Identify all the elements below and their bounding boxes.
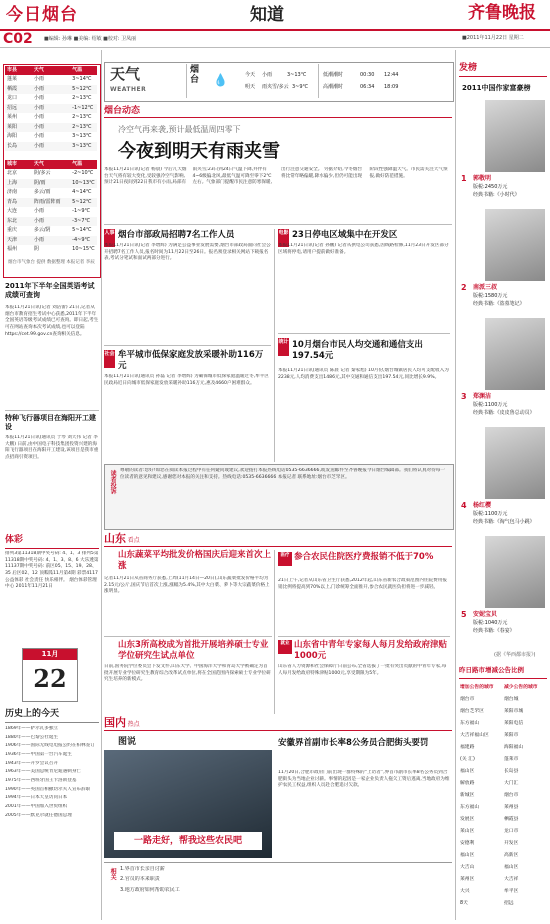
fashion-list (459, 96, 547, 641)
table-row (5, 179, 97, 189)
low-tide-label: 低潮潮时 (323, 72, 344, 78)
author-name: 安妮宝贝 (473, 611, 498, 618)
story2-tag: 人事 (104, 229, 115, 247)
shandong-story3-body: 21日上午,记者从山东省卫生厅获悉,2012年起,山东省新农合政策范围内住院费用报销比例将提高到70%以上,门诊统筹全面推开,参合农民就医负担将进一步减轻。 (278, 578, 447, 590)
traffic-increase-item: 莱山区 (460, 829, 475, 834)
traffic-increase-item: 大兴 (460, 889, 470, 894)
table-cell: 长岛 (7, 142, 18, 149)
fashion-header (459, 62, 547, 77)
table-cell: 栖霞 (7, 85, 18, 92)
shandong-story2-body: 日前,国务院学位委员会下发文件,山东大学、中国海洋大学和青岛大学被确定为首批开展专业学位研究生教育综合改革试点单位,将在全国范围内探索硕士专业学位研究生培养的新模式。 (104, 664, 271, 683)
table-cell: 小雨 (33, 85, 44, 92)
table-cell: 4~14℃ (72, 189, 92, 195)
traffic-decrease-item: 海阳福山 (504, 745, 524, 750)
table-header-cell: 市县 (7, 67, 18, 73)
traffic-increase-item: 烟台市 (460, 697, 475, 702)
shandong-story4-body: 山东省人力资源和社会保障厅日前公布,全省选拔了一批有突出贡献的中青年专家,每人每月发给政府特殊津贴1000元,享受期限为5年。 (278, 664, 447, 676)
lottery-title: 体彩 (5, 535, 24, 545)
table-header-cell: 天气 (33, 67, 44, 73)
story4-tag: 统计 (278, 338, 289, 356)
traffic-increase-item: 解放路 (460, 781, 475, 786)
table-cell: 2~13℃ (72, 95, 92, 101)
table-cell: 小雨 (33, 142, 44, 149)
table-cell: 5~14℃ (72, 227, 92, 233)
traffic-decrease-item: 开发区 (504, 841, 519, 846)
table-cell: 多云/雨 (33, 189, 51, 195)
table-row (5, 123, 97, 133)
traffic-decrease-item: 大吉祥 (504, 877, 519, 882)
figure-label: 图说 (118, 737, 137, 747)
traffic-decrease-item: 减少公告的城市 (504, 685, 538, 690)
guonei-sidebar-list (120, 866, 440, 897)
county-weather-table (5, 66, 97, 151)
table-cell: 小雨 (33, 123, 44, 130)
column-divider-2 (455, 50, 456, 920)
table-header-cell: 城市 (7, 161, 18, 167)
traffic-increase-item: 增加公告的城市 (460, 685, 494, 690)
table-cell: 福州 (7, 246, 18, 252)
table-cell: 阴/多云 (33, 170, 51, 176)
main-body-2: 另据介绍,今冬烟台将比常年略偏暖,降水偏少,但仍可能出现阶段性强降温天气。市民需关注天气预报,做好防范措施。 (281, 167, 448, 179)
traffic-decrease-item: 长岛县 (504, 769, 519, 774)
ranking-entry (459, 205, 547, 314)
table-header-cell: 天气 (33, 161, 44, 167)
issue-date: ■2011年11月22日 星期二 (462, 35, 524, 41)
city-weather-table (5, 160, 97, 255)
table-cell: 济南 (7, 189, 18, 195)
traffic-decrease-item: 招远 (504, 901, 514, 906)
lottery-body: 排列3第11318期中奖号码: 4、1、3 排列5第11318期中奖号码: 4、1、3、8、6 大乐透第11137期中奖号码: 前区05、15、19、28、35 后区02、12 顶呱呱11月第4期 彩票4117 公益体彩 社会责任 快乐相伴。 烟台体彩管理中心 2011年11月21日 (5, 551, 99, 590)
weather-big-label: 天气 (110, 65, 141, 83)
table-cell: 2~13℃ (72, 123, 92, 130)
lottery-header (5, 534, 99, 549)
table-cell: 阴 (33, 246, 39, 252)
history-item: 2005年——默克尔就任德国总理 (5, 812, 72, 818)
history-list (5, 726, 99, 821)
author-portrait (485, 536, 545, 608)
table-cell: 小雨 (33, 76, 44, 82)
weather-city: 烟台 (190, 65, 200, 85)
story5-body: 本报11月21日讯(通讯员 孙磊 记者 李增辉) 为确保城市低保家庭温暖过冬,牟平区民政局近日向城市低保家庭发放采暖补助116万元,惠及4660户困难群众。 (104, 374, 269, 386)
weather-tomorrow-temp: 3~9℃ (292, 84, 309, 90)
shandong-header (104, 532, 452, 547)
classic-work: 经典书籍:《春宴》 (473, 628, 515, 634)
main-section-tag (104, 105, 140, 117)
traffic-title: 昨日路市增减公告比例 (459, 666, 524, 674)
author-name: 杨红樱 (473, 502, 492, 509)
history-item: 1975年——西班牙国王卡洛斯登基 (5, 777, 77, 783)
left-divider (5, 410, 99, 411)
table-header-row (5, 66, 97, 75)
shandong-rule (104, 636, 272, 637)
guonei-header (104, 716, 452, 731)
ranking-entry (459, 423, 547, 532)
notice-body: 尊敬的读者:您好!如您在阅读本报过程中有任何疑问或建议,欢迎拨打本报热线电话0535-6636666,或发送邮件至齐鲁晚报今日烟台编辑部。我们将认真对待每一位读者的意见和建议,感谢您对本报的关注和支持。热线电话:0535-6636666 本报记者 联系地址:烟台市芝罘区。 (120, 468, 445, 480)
table-cell: 5~12℃ (72, 85, 92, 92)
table-cell: 小雨 (33, 133, 44, 139)
story2-rule (104, 345, 271, 346)
guonei-section: 国内 (104, 716, 126, 729)
table-cell: 阵雨/雷阵雨 (33, 198, 61, 205)
story4-body: 本报11月21日讯(通讯员 陈晨 记者 秦家旭) 10月份,烟台城镇居民人均可支配收入为2238元,人均消费支出1486元,其中交通和通信支出197.54元,同比增长9.9%。 (278, 368, 449, 380)
story5-headline: 牟平城市低保家庭发放采暖补助116万元 (118, 350, 264, 372)
history-item: 1963年——美国总统肯尼迪遇刺身亡 (5, 769, 82, 775)
history-title: 历史上的今天 (5, 709, 60, 719)
traffic-decrease-item: 蓬莱市 (504, 757, 519, 762)
traffic-increase-item: 福山区 (460, 769, 475, 774)
traffic-decrease-item: 栖霞县 (504, 817, 519, 822)
traffic-increase-item: 烟台芝罘区 (460, 709, 484, 714)
story3-tag: 电影 (278, 229, 289, 247)
royalty-amount: 版税:2450万元 (473, 184, 508, 190)
table-cell: 小雨 (33, 114, 44, 120)
weather-tomorrow-label: 明天 (245, 84, 256, 90)
traffic-decrease-item: 龙口市 (504, 829, 519, 834)
classic-work: 经典书籍:《皮皮鲁总动员》 (473, 410, 535, 416)
guonei-headline: 安徽界首副市长率8公务员合肥街头要罚 (278, 738, 429, 748)
table-header-cell: 气温 (72, 67, 83, 73)
high-tide-time-1: 06:34 (360, 84, 375, 90)
story5-tag: 社会 (104, 350, 115, 368)
shandong-story3-headline: 参合农民住院医疗费报销不低于70% (294, 552, 434, 562)
table-cell: -1~12℃ (72, 104, 94, 111)
author-portrait (485, 100, 545, 172)
table-header-row (5, 160, 97, 169)
traffic-increase-item: 发展区 (460, 817, 475, 822)
guonei-body: 11月20日,合肥市政府门前出现一群特殊的“上访者”,界首市副市长率8名公务员到合肥街头为当地企业讨薪。事情的起因是一家企业负责人拖欠工资后逃离,当地政府为维护农民工权益,组织人员赴合肥追讨欠款。 (278, 770, 450, 789)
shandong-column-divider (274, 550, 275, 714)
table-cell: 小雨 (33, 208, 44, 214)
traffic-increase-item: 莱州区 (460, 877, 475, 882)
table-row (5, 132, 97, 142)
royalty-amount: 版税:1100万元 (473, 511, 508, 517)
table-row (5, 169, 97, 179)
traffic-increase-item: 安德利 (460, 841, 475, 846)
shandong-story1-headline: 山东蔬菜平均批发价格国庆后迎来首次上涨 (118, 550, 272, 572)
history-item: 1906年——国际无线电电报公约在柏林签订 (5, 743, 95, 749)
table-cell: 小雨 (33, 236, 44, 243)
table-cell: 重庆 (7, 227, 18, 233)
subheader-divider (0, 47, 550, 48)
ranking-number: 2 (461, 283, 467, 292)
author-name: 南派三叔 (473, 284, 498, 291)
photo-banner: 一路走好，帮我这些农民吧 (114, 832, 262, 850)
weather-box-divider (186, 64, 187, 98)
table-row (5, 226, 97, 236)
traffic-increase-item: 大吉山 (460, 865, 475, 870)
royalty-amount: 版税:1580万元 (473, 293, 508, 299)
table-cell: -3~7℃ (72, 217, 91, 224)
low-tide-time-2: 12:44 (384, 72, 399, 78)
traffic-increase-item: 福建路 (460, 745, 475, 750)
table-cell: 莱州 (7, 114, 18, 120)
traffic-increase-item: 大吉祥福山区 (460, 733, 489, 738)
table-row (5, 75, 97, 85)
table-header-cell: 气温 (72, 161, 83, 167)
traffic-decrease-item: 高新区 (504, 853, 519, 858)
traffic-header (459, 666, 547, 679)
table-row (5, 245, 97, 255)
table-cell: 海阳 (7, 133, 18, 139)
calendar-day: 22 (33, 664, 67, 693)
author-name: 郑渊洁 (473, 393, 492, 400)
table-cell: -4~9℃ (72, 236, 91, 243)
table-row (5, 104, 97, 114)
story4-headline: 10月烟台市民人均交通和通信支出197.54元 (292, 340, 423, 362)
traffic-increase-item: 东方福山 (460, 721, 480, 726)
story2-headline: 烟台市部政局招聘7名工作人员 (118, 230, 235, 240)
table-cell: 3~14℃ (72, 76, 92, 82)
table-cell: 东北 (7, 217, 18, 224)
table-cell: 青岛 (7, 198, 18, 205)
guonei-sidebar-title: 相关 (109, 868, 117, 880)
inner-column-divider (274, 229, 275, 462)
table-cell: 小雨 (33, 104, 44, 111)
table-cell: 龙口 (7, 95, 18, 101)
table-cell: 莱阳 (7, 123, 18, 130)
ranking-number: 1 (461, 174, 467, 183)
weather-today-weather: 小雨 (262, 72, 273, 78)
sidebar-item: 3.地方政府如何帮助农民工 (120, 886, 180, 893)
header-divider (0, 29, 550, 31)
table-row (5, 94, 97, 104)
weather-en-label: WEATHER (110, 86, 147, 93)
low-tide-time-1: 00:30 (360, 72, 375, 78)
history-header (5, 708, 99, 723)
table-row (5, 142, 97, 152)
table-row (5, 188, 97, 198)
table-cell: 北京 (7, 170, 18, 176)
high-tide-label: 高潮潮时 (323, 84, 344, 90)
table-row (5, 236, 97, 246)
table-cell: 3~13℃ (72, 133, 92, 139)
traffic-increase-item: 新城区 (460, 793, 475, 798)
left-news-body: 本报11月21日讯(记者 刘洁蕾) 21日,记者从烟台市教育招生考试中心获悉,2011年下半年全国英语等级考试成绩已可查询。即日起,考生可在网站查询本次考试成绩,也可以登陆https://cet.99.gov.cn查询相关信息。 (5, 305, 99, 337)
main-section-rule (104, 117, 452, 118)
calendar-card (22, 648, 78, 702)
traffic-decrease-item: 福山区 (504, 865, 519, 870)
main-body (104, 167, 452, 221)
main-headline: 今夜到明天有雨夹雪 (118, 141, 280, 162)
weather-today-temp: 3~13℃ (287, 72, 307, 78)
main-kicker: 冷空气再来袭,预计最低温周四零下 (118, 125, 241, 134)
author-portrait (485, 318, 545, 390)
table-cell: 3~13℃ (72, 142, 92, 149)
left-news-headline: 2011年下半年全国英语考试成绩可查询 (5, 282, 95, 300)
traffic-decrease-item: 莱阳电信 (504, 721, 524, 726)
table-cell: 10~13℃ (72, 179, 95, 186)
traffic-col-decrease (504, 682, 548, 910)
history-item: 1994年——日本天皇访问日本 (5, 795, 68, 801)
guonei-section-suffix: 热点 (127, 721, 140, 728)
section-subtitle: 知道 (250, 5, 284, 25)
tide-divider (318, 64, 319, 98)
shandong-story3-tag: 医疗 (278, 552, 292, 566)
table-cell: 多云/阴 (33, 227, 51, 233)
traffic-decrease-item: 牟平区 (504, 889, 519, 894)
weather-box (104, 62, 454, 102)
main-bottom-rule (104, 224, 452, 225)
royalty-amount: 版税:1100万元 (473, 402, 508, 408)
table-cell: 小雨 (33, 95, 44, 101)
table-row (5, 207, 97, 217)
column-divider-1 (101, 50, 102, 920)
shandong-story4-tag: 就业 (278, 640, 292, 654)
traffic-increase-item: 福山区 (460, 853, 475, 858)
table-row (5, 85, 97, 95)
traffic-decrease-item: 烟台市 (504, 793, 519, 798)
traffic-decrease-item: 烟台城 (504, 697, 519, 702)
traffic-decrease-item: 莱州县 (504, 805, 519, 810)
ranking-entry (459, 314, 547, 423)
shandong-story4-headline: 山东省中青年专家每人每月发给政府津贴1000元 (294, 640, 448, 662)
shandong-section: 山东 (104, 532, 126, 545)
story3-body: 本报11月21日讯(记者 孙鹏) 记者从供电公司获悉,因线路检修,11月23日开发区部分区域将停电,请用户提前做好准备。 (278, 243, 449, 255)
author-portrait (485, 209, 545, 281)
history-item: 1990年——英国首相撒切尔夫人宣布辞职 (5, 786, 91, 792)
traffic-decrease-item: 莱阳市 (504, 733, 519, 738)
table-cell: 上海 (7, 179, 18, 186)
newspaper-logo: 齐鲁晚报 (468, 3, 536, 23)
page-number: C02 (3, 31, 33, 47)
sidebar-item: 2.官员的本来职责 (120, 876, 160, 883)
main-body-1: 本报11月21日讯(记者 杨晨) 今后几天烟台天气将有较大变化,受较强冷空气影响,预计21日夜间到22日我市有小雨,局部有雨夹雪;23日到24日气温下降,并伴有4~6级偏北风,最低气温可降至零下2℃左右。气象部门提醒市民注意防寒保暖,出行注意交通安全。 (104, 167, 323, 186)
history-item: 2001年——中国加入世贸组织 (5, 803, 68, 809)
story3-rule (278, 333, 450, 334)
traffic-decrease-item: 大门汇 (504, 781, 519, 786)
weather-footnote: 烟台市气象台 提供 数据整理 本报记者 李辰 (8, 260, 95, 265)
calendar-month: 11月 (23, 649, 77, 660)
ranking-entry (459, 96, 547, 205)
table-cell: -2~10℃ (72, 170, 94, 176)
table-row (5, 113, 97, 123)
author-portrait (485, 427, 545, 499)
table-cell: 10~15℃ (72, 246, 95, 252)
fashion-source: (据《华西都市报》) (494, 652, 536, 658)
weather-today-label: 今天 (245, 72, 256, 78)
classic-work: 经典书籍:《盗墓笔记》 (473, 301, 525, 307)
sidebar-item: 1.界首市长亲自讨薪 (120, 866, 165, 872)
table-row (5, 217, 97, 227)
notice-title: 读者投诉 (109, 470, 117, 494)
news-photo (104, 750, 272, 858)
story3-headline: 23日停电区域集中在开发区 (292, 230, 398, 240)
shandong-rule-2 (278, 636, 450, 637)
royalty-amount: 版税:1040万元 (473, 620, 508, 626)
author-name: 郭敬明 (473, 175, 492, 182)
table-row (5, 198, 97, 208)
history-item: 1869年——萨尔瓦多独立 (5, 726, 59, 731)
table-cell: 2~13℃ (72, 114, 92, 120)
table-cell: 小雨 (33, 217, 44, 224)
fashion-section: 发榜 (459, 63, 478, 73)
rain-icon: 💧 (213, 73, 228, 87)
history-item: 1943年——开罗会议召开 (5, 760, 59, 766)
ranking-number: 5 (461, 610, 467, 619)
weather-tomorrow-weather: 雨夹雪/多云 (262, 84, 289, 90)
section-title: 今日烟台 (6, 5, 78, 25)
ranking-number: 3 (461, 392, 467, 401)
table-cell: 蓬莱 (7, 76, 18, 82)
table-cell: 天津 (7, 236, 18, 243)
table-cell: 大连 (7, 208, 18, 214)
high-tide-time-2: 18:09 (384, 84, 399, 90)
history-item: 1936年——中国第一台汽车诞生 (5, 751, 72, 757)
table-cell: 阴/雨 (33, 179, 46, 186)
classic-work: 经典书籍:《小时代》 (473, 192, 520, 198)
traffic-col-increase (460, 682, 502, 910)
fashion-title: 2011中国作家富豪榜 (462, 84, 531, 92)
ranking-number: 4 (461, 501, 467, 510)
traffic-decrease-item: 莱阳市城 (504, 709, 524, 714)
table-cell: -1~9℃ (72, 208, 91, 214)
traffic-increase-item: (关 汇) (460, 757, 475, 762)
shandong-story2-headline: 山东3所高校成为首批开展培养硕士专业学位研究生试点单位 (118, 640, 269, 662)
left-news-headline-2: 特种飞行器项目在海阳开工建设 (5, 414, 96, 432)
traffic-increase-item: 东方福山 (460, 805, 480, 810)
left-news-body-2: 本报11月21日讯(通讯员 于琴 刘天伟 记者 李大鹏) 日前,由中国电子科技集团投资兴建的海阳飞行器项目在海阳开工建设,该项目是我市重点招商引资项目。 (5, 435, 99, 460)
traffic-increase-item: 8天 (460, 901, 468, 906)
shandong-story1-body: 记者11月21日从省商务厅获悉,上周(11月14日—20日),山东蔬菜批发价格平均为2.15元/公斤,国庆节后首次上涨,涨幅为5.4%,其中大白菜、萝卜等大宗蔬菜价格上涨明显。 (104, 576, 270, 595)
main-section-label: 烟台动态 (104, 106, 141, 116)
editors-line: ■编辑: 孙琳 ■美编: 绍敏 ■校对: 卫凤丽 (44, 36, 137, 42)
story2-body: 本报11月21日讯(记者 李增辉) 为满足公益事业发展需要,烟台市部政局面向社会公开招聘7名工作人员,报名时间为11月22日至26日。报名须登录相关网站下载报名表,考试分笔试和面试两部分进行。 (104, 243, 271, 262)
history-item: 1880年——巴黎公社诞生 (5, 734, 59, 740)
classic-work: 经典书籍:《淘气包马小跳》 (473, 519, 535, 525)
table-cell: 招远 (7, 104, 18, 111)
shandong-section-suffix: 看点 (127, 537, 140, 544)
table-cell: 5~12℃ (72, 198, 92, 205)
ranking-entry (459, 532, 547, 641)
